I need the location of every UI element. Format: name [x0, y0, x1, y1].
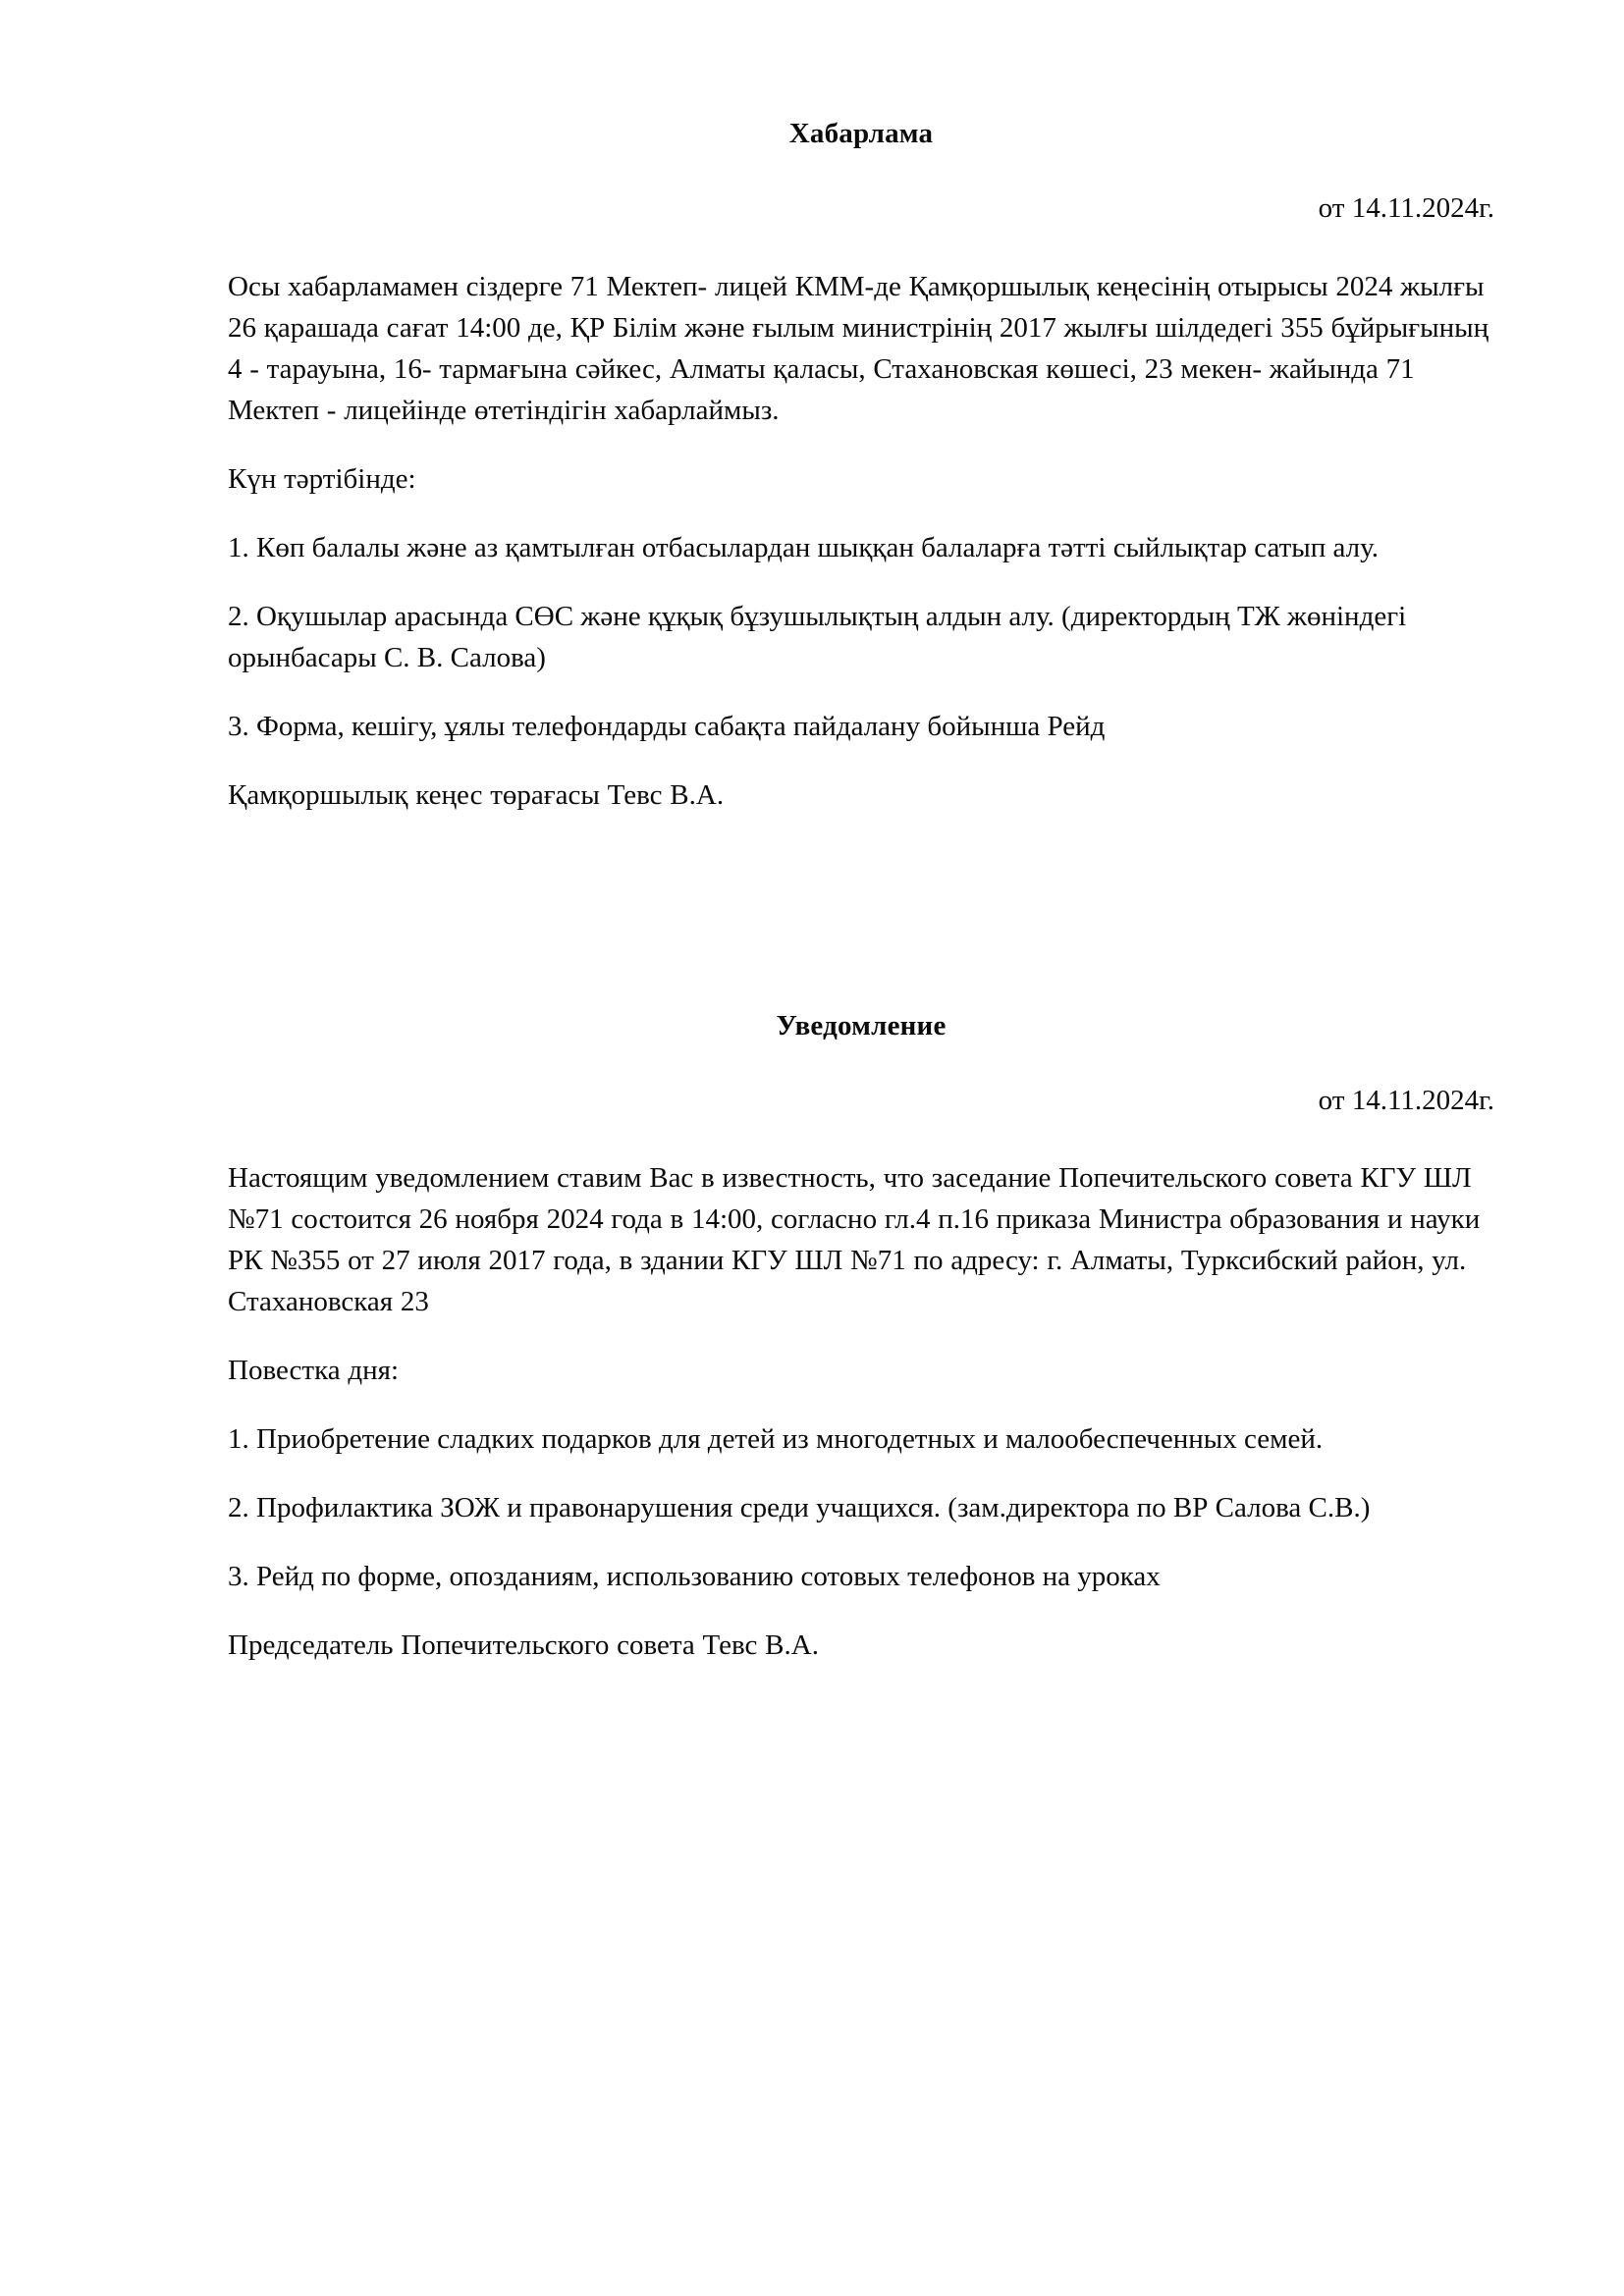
- section-kazakh-notice: [228, 116, 1494, 816]
- spacer-agenda-heading-items-kk: [228, 500, 1494, 527]
- kazakh-agenda-item-3: 3. Форма, кешігу, ұялы телефондарды сабақта пайдалану бойынша Рейд: [228, 710, 1106, 742]
- russian-signature: Председатель Попечительского совета Тевс В.А.: [228, 1629, 819, 1661]
- russian-notice-date: от 14.11.2024г.: [1318, 1084, 1494, 1116]
- russian-notice-body: Настоящим уведомлением ставим Вас в известность, что заседание Попечительского совета КГУ ШЛ №71 состоится 26 ноября 2024 года в 14:00, согласно гл.4 п.16 приказа Министра образования и науки РК №355 от 27 июля 2017 года, в здании КГУ ШЛ №71 по адресу: г. Алматы, Турксибский район, ул. Стахановская 23: [228, 1162, 1481, 1317]
- spacer-items-signature-kk: [228, 747, 1494, 774]
- spacer-date-body-kk: [228, 227, 1494, 266]
- russian-agenda-item-3: 3. Рейд по форме, опозданиям, использованию сотовых телефонов на уроках: [228, 1561, 1161, 1592]
- kazakh-signature: Қамқоршылық кеңес төрағасы Тевс В.А.: [228, 778, 725, 811]
- russian-agenda-list: [228, 1418, 1494, 1597]
- russian-agenda-item-1: 1. Приобретение сладких подарков для детей из многодетных и малообеспеченных семей.: [228, 1423, 1324, 1455]
- spacer-body-agenda-kk: [228, 431, 1494, 458]
- top-margin-spacer: [228, 0, 1494, 116]
- spacer-between-sections: [228, 816, 1494, 1008]
- spacer-date-body-ru: [228, 1118, 1494, 1157]
- kazakh-agenda-item-2: 2. Оқушылар арасында СӨС және құқық бұзушылықтың алдын алу. (директордың ТЖ жөніндегі орынбасары С. В. Салова): [228, 600, 1407, 673]
- russian-agenda-heading: Повестка дня:: [228, 1355, 400, 1386]
- russian-notice-title: Уведомление: [776, 1009, 947, 1041]
- kazakh-notice-date: от 14.11.2024г.: [1318, 192, 1494, 225]
- kazakh-notice-title: Хабарлама: [788, 118, 934, 149]
- spacer-agenda-heading-items-ru: [228, 1391, 1494, 1418]
- section-russian-notice: [228, 1008, 1494, 1667]
- kazakh-agenda-heading: Күн тәртібінде:: [228, 462, 416, 495]
- kazakh-notice-body: Осы хабарламамен сіздерге 71 Мектеп- лицей КММ-де Қамқоршылық кеңесінің отырысы 2024 жылғы 26 қарашада сағат 14:00 де, ҚР Білім және ғылым министрінің 2017 жылғы шілдедегі 355 бұйрығының 4 - тарауына, 16- тармағына сәйкес, Алматы қаласы, Стахановская көшесі, 23 мекен- жайында 71 Мектеп - лицейінде өтетіндігін хабарлаймыз.: [228, 270, 1489, 426]
- spacer-items-signature-ru: [228, 1597, 1494, 1625]
- russian-agenda-item-2: 2. Профилактика ЗОЖ и правонарушения среди учащихся. (зам.директора по ВР Салова С.В.): [228, 1492, 1371, 1523]
- document-content: [228, 0, 1494, 1666]
- spacer-title-date-ru: [228, 1043, 1494, 1083]
- spacer-title-date-kk: [228, 151, 1494, 190]
- kazakh-agenda-item-1: 1. Көп балалы және аз қамтылған отбасылардан шыққан балаларға тәтті сыйлықтар сатып алу.: [228, 531, 1379, 563]
- kazakh-agenda-list: [228, 527, 1494, 747]
- spacer-body-agenda-ru: [228, 1322, 1494, 1350]
